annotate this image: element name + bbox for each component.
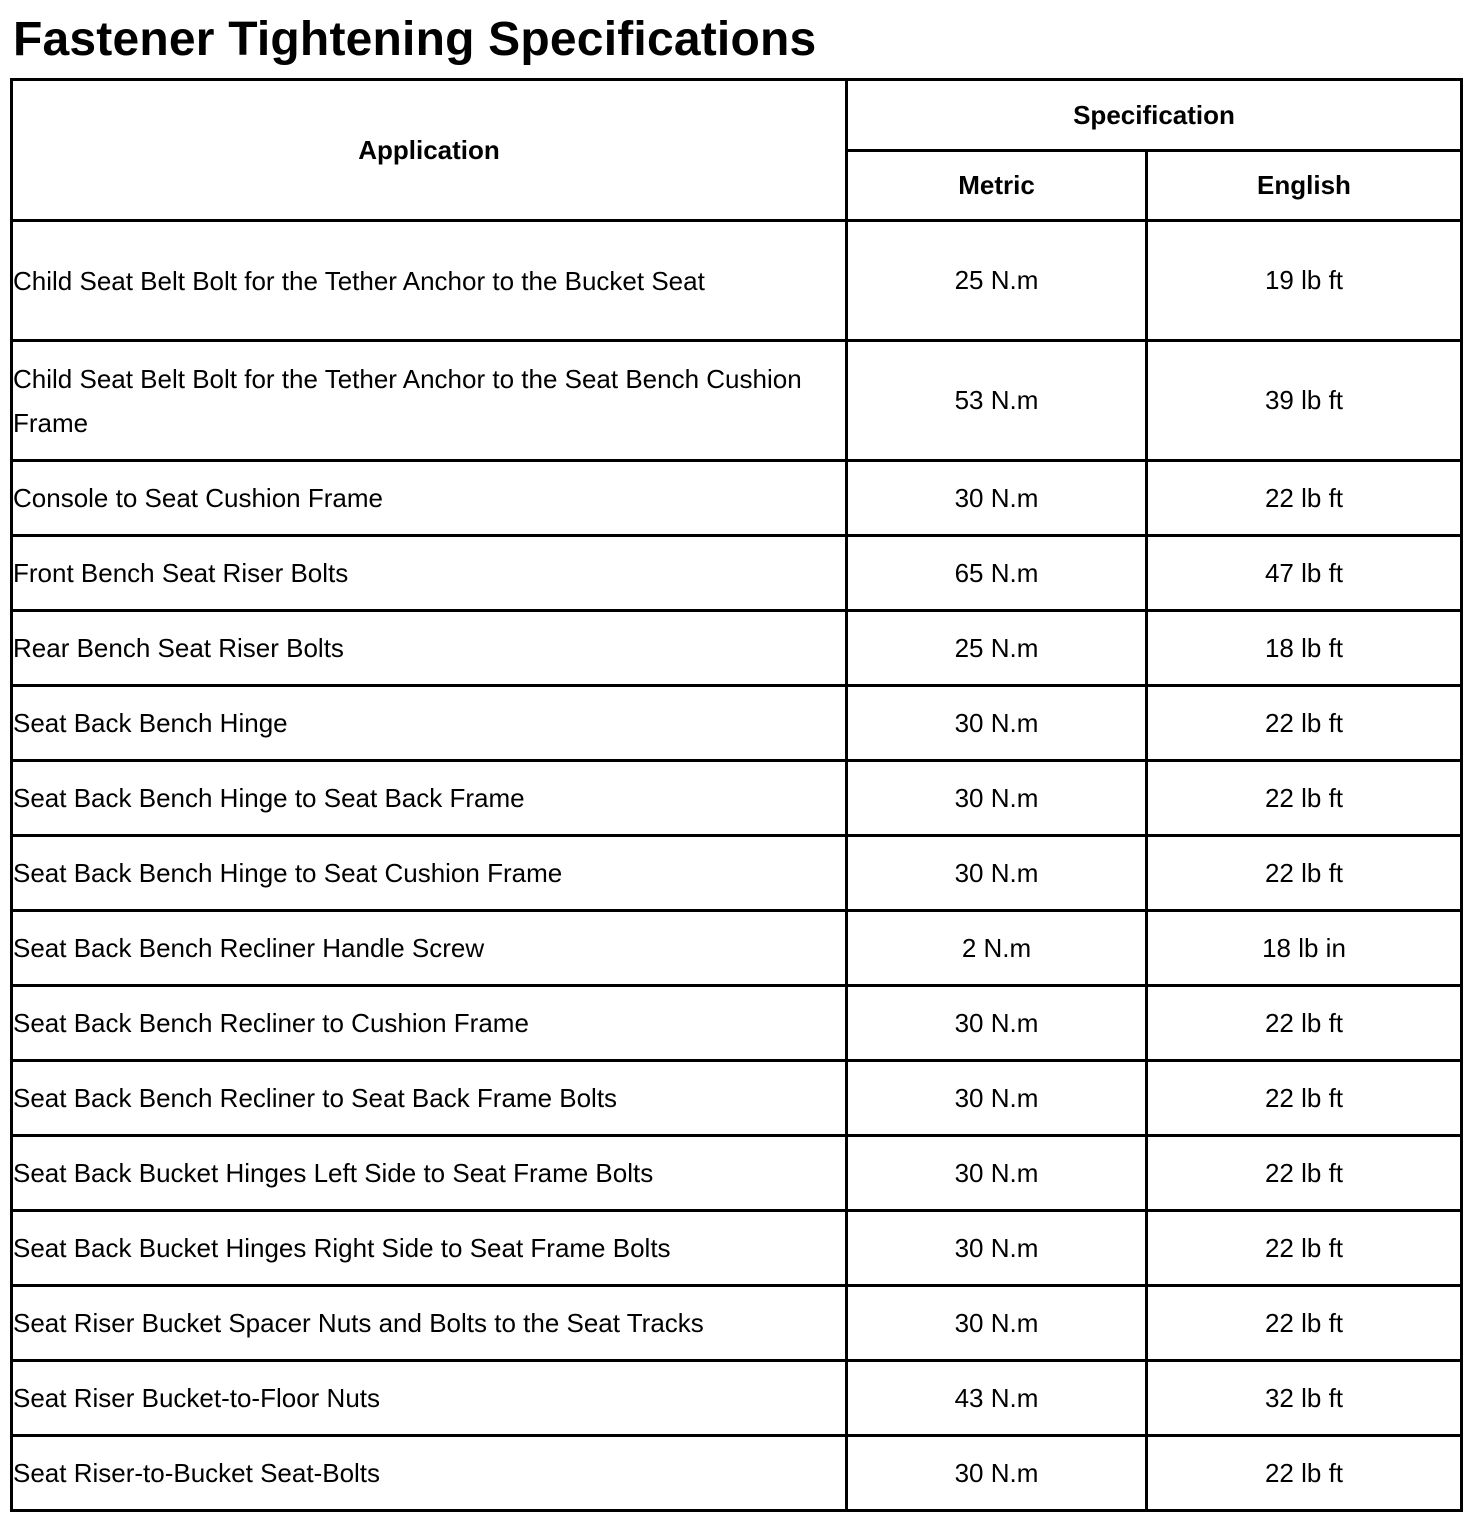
application-cell: Seat Back Bench Recliner Handle Screw bbox=[12, 911, 847, 986]
metric-cell: 30 N.m bbox=[847, 1061, 1147, 1136]
column-header-metric: Metric bbox=[847, 151, 1147, 221]
application-cell: Child Seat Belt Bolt for the Tether Anchor to the Bucket Seat bbox=[12, 221, 847, 341]
english-cell: 22 lb ft bbox=[1147, 461, 1462, 536]
metric-cell: 30 N.m bbox=[847, 1136, 1147, 1211]
table-row bbox=[12, 1286, 1462, 1361]
table-row bbox=[12, 1361, 1462, 1436]
metric-cell: 30 N.m bbox=[847, 836, 1147, 911]
application-cell: Child Seat Belt Bolt for the Tether Anchor to the Seat Bench Cushion Frame bbox=[12, 341, 847, 461]
metric-cell: 30 N.m bbox=[847, 461, 1147, 536]
application-cell: Seat Riser Bucket-to-Floor Nuts bbox=[12, 1361, 847, 1436]
metric-cell: 2 N.m bbox=[847, 911, 1147, 986]
metric-cell: 25 N.m bbox=[847, 221, 1147, 341]
application-cell: Seat Back Bench Hinge to Seat Cushion Frame bbox=[12, 836, 847, 911]
table-row bbox=[12, 1211, 1462, 1286]
table-row bbox=[12, 536, 1462, 611]
application-cell: Seat Back Bucket Hinges Right Side to Seat Frame Bolts bbox=[12, 1211, 847, 1286]
table-row bbox=[12, 1136, 1462, 1211]
english-cell: 22 lb ft bbox=[1147, 1286, 1462, 1361]
application-cell: Front Bench Seat Riser Bolts bbox=[12, 536, 847, 611]
table-row bbox=[12, 1436, 1462, 1511]
metric-cell: 43 N.m bbox=[847, 1361, 1147, 1436]
column-header-application: Application bbox=[12, 80, 847, 221]
english-cell: 22 lb ft bbox=[1147, 1061, 1462, 1136]
english-cell: 22 lb ft bbox=[1147, 986, 1462, 1061]
english-cell: 22 lb ft bbox=[1147, 1136, 1462, 1211]
table-row bbox=[12, 461, 1462, 536]
table-row bbox=[12, 836, 1462, 911]
application-cell: Seat Back Bench Recliner to Seat Back Frame Bolts bbox=[12, 1061, 847, 1136]
english-cell: 18 lb in bbox=[1147, 911, 1462, 986]
application-cell: Seat Riser-to-Bucket Seat-Bolts bbox=[12, 1436, 847, 1511]
metric-cell: 65 N.m bbox=[847, 536, 1147, 611]
table-row bbox=[12, 341, 1462, 461]
table-row bbox=[12, 611, 1462, 686]
metric-cell: 25 N.m bbox=[847, 611, 1147, 686]
metric-cell: 30 N.m bbox=[847, 1211, 1147, 1286]
metric-cell: 30 N.m bbox=[847, 986, 1147, 1061]
table-row bbox=[12, 986, 1462, 1061]
metric-cell: 30 N.m bbox=[847, 761, 1147, 836]
application-cell: Seat Back Bench Hinge to Seat Back Frame bbox=[12, 761, 847, 836]
application-cell: Seat Back Bucket Hinges Left Side to Seat Frame Bolts bbox=[12, 1136, 847, 1211]
english-cell: 39 lb ft bbox=[1147, 341, 1462, 461]
application-cell: Seat Back Bench Hinge bbox=[12, 686, 847, 761]
table-row bbox=[12, 911, 1462, 986]
column-header-specification: Specification bbox=[847, 80, 1462, 151]
table-body bbox=[12, 221, 1462, 1511]
english-cell: 22 lb ft bbox=[1147, 761, 1462, 836]
metric-cell: 30 N.m bbox=[847, 1436, 1147, 1511]
english-cell: 18 lb ft bbox=[1147, 611, 1462, 686]
specifications-table bbox=[10, 78, 1463, 1512]
table-row bbox=[12, 686, 1462, 761]
english-cell: 32 lb ft bbox=[1147, 1361, 1462, 1436]
english-cell: 47 lb ft bbox=[1147, 536, 1462, 611]
application-cell: Console to Seat Cushion Frame bbox=[12, 461, 847, 536]
column-header-english: English bbox=[1147, 151, 1462, 221]
english-cell: 22 lb ft bbox=[1147, 1436, 1462, 1511]
metric-cell: 30 N.m bbox=[847, 686, 1147, 761]
table-row bbox=[12, 221, 1462, 341]
english-cell: 22 lb ft bbox=[1147, 836, 1462, 911]
english-cell: 19 lb ft bbox=[1147, 221, 1462, 341]
table-row bbox=[12, 1061, 1462, 1136]
metric-cell: 53 N.m bbox=[847, 341, 1147, 461]
application-cell: Seat Back Bench Recliner to Cushion Frame bbox=[12, 986, 847, 1061]
table-header bbox=[12, 80, 1462, 221]
page-title: Fastener Tightening Specifications bbox=[13, 13, 817, 66]
english-cell: 22 lb ft bbox=[1147, 686, 1462, 761]
application-cell: Seat Riser Bucket Spacer Nuts and Bolts to the Seat Tracks bbox=[12, 1286, 847, 1361]
table-row bbox=[12, 761, 1462, 836]
english-cell: 22 lb ft bbox=[1147, 1211, 1462, 1286]
application-cell: Rear Bench Seat Riser Bolts bbox=[12, 611, 847, 686]
metric-cell: 30 N.m bbox=[847, 1286, 1147, 1361]
